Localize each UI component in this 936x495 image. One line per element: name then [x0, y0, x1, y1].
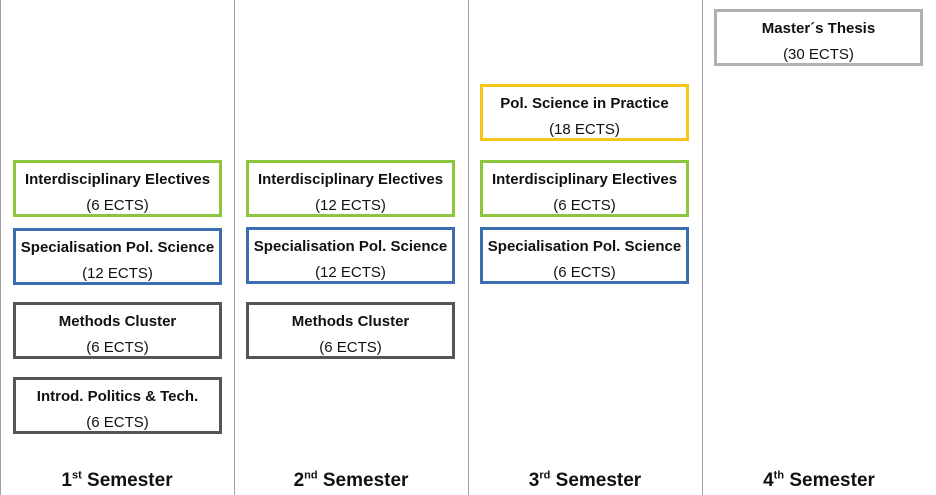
module-title: Interdisciplinary Electives [257, 171, 444, 188]
column-divider-1 [234, 0, 235, 495]
module-specialisation-sem1 [13, 228, 222, 285]
module-ects: (6 ECTS) [86, 197, 149, 214]
module-ects: (6 ECTS) [553, 264, 616, 281]
module-title: Interdisciplinary Electives [491, 171, 678, 188]
semester-number: 4 [763, 470, 774, 491]
module-ects: (6 ECTS) [319, 339, 382, 356]
module-methods-cluster-sem1 [13, 302, 222, 359]
semester-label-2 [234, 469, 468, 493]
module-intro-politics-tech-sem1 [13, 377, 222, 434]
module-ects: (12 ECTS) [315, 197, 386, 214]
column-divider-left [0, 0, 1, 495]
module-interdisciplinary-electives-sem2 [246, 160, 455, 217]
semester-word: Semester [87, 470, 173, 491]
column-divider-2 [468, 0, 469, 495]
semester-ordinal-suffix: nd [304, 469, 318, 482]
module-title: Pol. Science in Practice [500, 95, 669, 112]
semester-ordinal-suffix: st [71, 469, 82, 482]
module-specialisation-sem2 [246, 227, 455, 284]
semester-number: 3 [528, 470, 540, 491]
module-pol-science-in-practice-sem3 [480, 84, 689, 141]
semester-word: Semester [789, 470, 875, 491]
semester-number: 2 [293, 470, 305, 491]
module-ects: (6 ECTS) [553, 197, 616, 214]
module-title: Interdisciplinary Electives [24, 171, 211, 188]
module-title: Methods Cluster [58, 313, 177, 330]
semester-word: Semester [555, 470, 642, 491]
module-specialisation-sem3 [480, 227, 689, 284]
module-ects: (6 ECTS) [86, 339, 149, 356]
module-title: Introd. Politics & Tech. [36, 388, 199, 405]
module-interdisciplinary-electives-sem1 [13, 160, 222, 217]
module-ects: (6 ECTS) [86, 414, 149, 431]
module-ects: (12 ECTS) [82, 265, 153, 282]
module-title: Specialisation Pol. Science [253, 238, 448, 255]
module-ects: (12 ECTS) [315, 264, 386, 281]
module-masters-thesis-sem4 [714, 9, 923, 66]
module-ects: (18 ECTS) [549, 121, 620, 138]
semester-ordinal-suffix: th [773, 469, 785, 482]
module-title: Methods Cluster [291, 313, 410, 330]
semester-label-3 [468, 469, 702, 493]
module-methods-cluster-sem2 [246, 302, 455, 359]
column-divider-3 [702, 0, 703, 495]
module-title: Master´s Thesis [761, 20, 876, 37]
module-title: Specialisation Pol. Science [487, 238, 682, 255]
module-title: Specialisation Pol. Science [20, 239, 215, 256]
module-interdisciplinary-electives-sem3 [480, 160, 689, 217]
semester-word: Semester [322, 470, 409, 491]
module-ects: (30 ECTS) [783, 46, 854, 63]
semester-ordinal-suffix: rd [539, 469, 551, 482]
semester-label-4 [702, 469, 936, 493]
semester-number: 1 [61, 470, 72, 491]
semester-label-1 [0, 469, 234, 493]
